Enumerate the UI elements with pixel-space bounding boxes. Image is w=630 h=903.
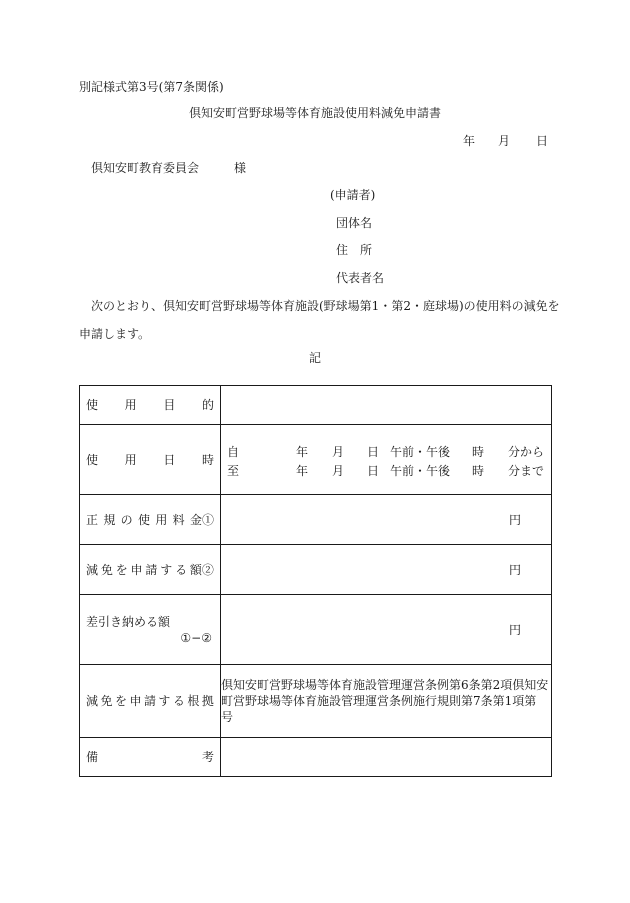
difference-row: [80, 595, 552, 665]
representative-label: 代表者名: [336, 271, 385, 285]
purpose-field[interactable]: [221, 386, 552, 425]
difference-field[interactable]: [221, 595, 552, 665]
exemption-amount-field[interactable]: [221, 545, 552, 595]
datetime-label: 使 用 日 時: [80, 425, 221, 495]
basis-label: 減 免 を 申 請 す る 根 拠: [80, 665, 221, 738]
remarks-label: 備 考: [80, 738, 221, 777]
form-title: 倶知安町営野球場等体育施設使用料減免申請書: [188, 106, 441, 120]
regular-fee-field[interactable]: [221, 495, 552, 545]
yen-unit: 円: [508, 622, 521, 637]
regular-fee-row: [80, 495, 552, 545]
date-year: 年: [463, 134, 476, 148]
basis-row: [80, 665, 552, 738]
remarks-field[interactable]: [221, 738, 552, 777]
date-day: 日: [536, 134, 549, 148]
date-month: 月: [498, 134, 511, 148]
yen-unit: 円: [508, 562, 521, 577]
difference-label: [80, 595, 221, 665]
datetime-to-line: 至 年 月 日 午前・午後 時 分まで: [227, 464, 545, 478]
application-table: [79, 385, 552, 777]
difference-label-text: 差引き納める額: [86, 614, 171, 629]
applicant-heading: (申請者): [330, 188, 376, 202]
address-label: 住 所: [336, 243, 373, 257]
group-name-label: 団体名: [336, 216, 373, 230]
yen-unit: 円: [508, 512, 521, 527]
exemption-amount-label: 減 免 を 申 請 す る 額②: [80, 545, 221, 595]
datetime-from-line: 自 年 月 日 午前・午後 時 分から: [227, 445, 545, 459]
purpose-label: 使 用 目 的: [80, 386, 221, 425]
regular-fee-label: 正 規 の 使 用 料 金①: [80, 495, 221, 545]
body-text-line1: 次のとおり、倶知安町営野球場等体育施設(野球場第1・第2・庭球場)の使用料の減免を: [91, 299, 560, 313]
body-text-line2: 申請します。: [79, 327, 151, 341]
datetime-row: [80, 425, 552, 495]
ki-marker: 記: [308, 351, 321, 365]
addressee-name: 倶知安町教育委員会: [91, 161, 200, 175]
difference-formula: ①−②: [180, 630, 212, 645]
purpose-row: [80, 386, 552, 425]
addressee-honorific: 様: [234, 161, 247, 175]
exemption-amount-row: [80, 545, 552, 595]
form-number: 別記様式第3号(第7条関係): [79, 80, 224, 94]
datetime-field[interactable]: [221, 425, 552, 495]
remarks-row: [80, 738, 552, 777]
basis-text[interactable]: 倶知安町営野球場等体育施設管理運営条例第6条第2項倶知安町営野球場等体育施設管理運営条例施行規則第7条第1項第 号: [221, 665, 552, 738]
